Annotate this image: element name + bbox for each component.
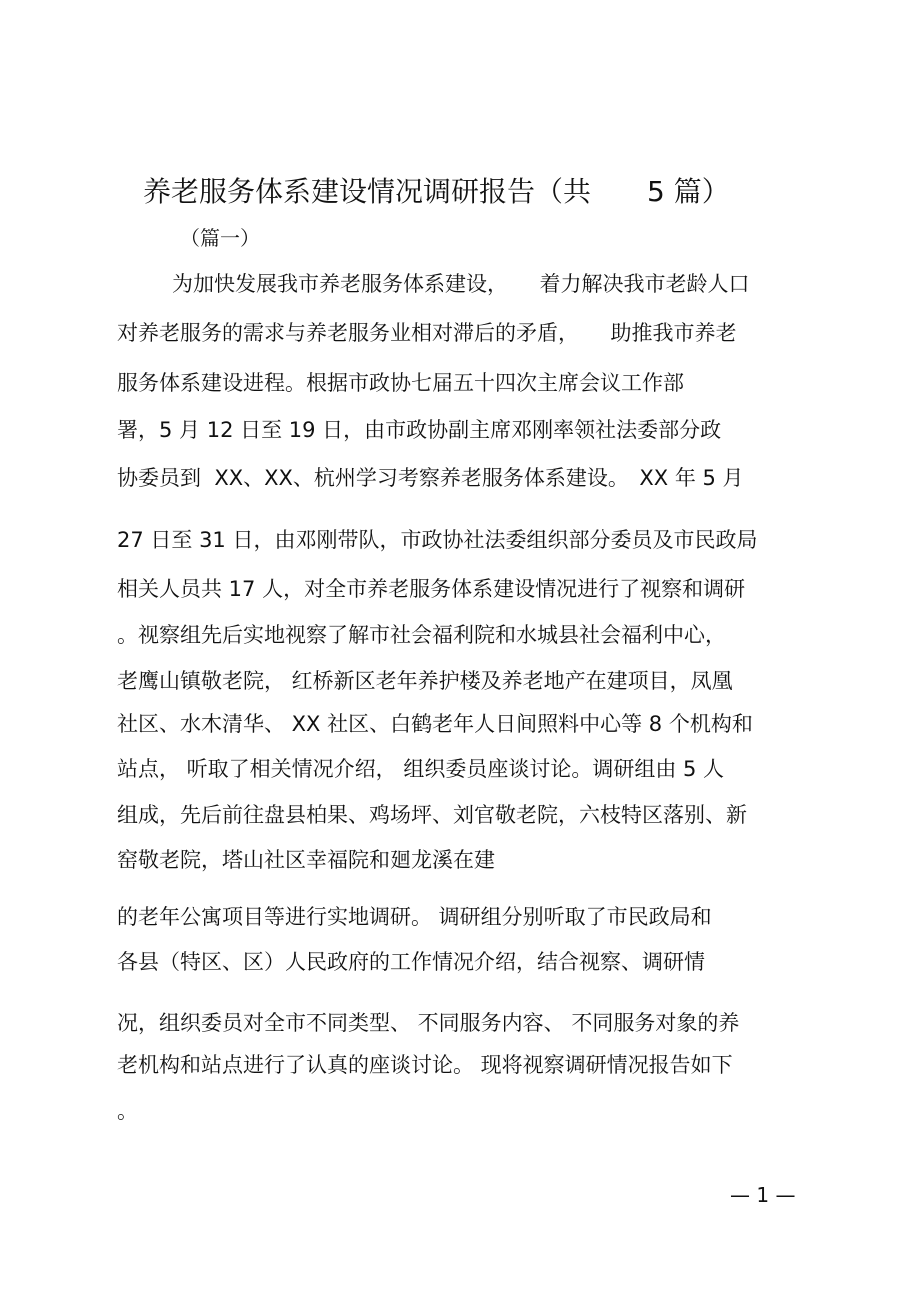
paragraph-line: 老机构和站点进行了认真的座谈讨论。 现将视察调研情况报告如下 [117,1053,733,1077]
paragraph-line: 。 [117,1099,138,1123]
paragraph-line: 27 日至 31 日，由邓刚带队，市政协社法委组织部分委员及市民政局 [117,528,758,552]
document-title: 养老服务体系建设情况调研报告（共 5 篇） [143,175,730,208]
paragraph-line: 的老年公寓项目等进行实地调研。 调研组分别听取了市民政局和 [117,905,712,929]
paragraph-line: 署，5 月 12 日至 19 日，由市政协副主席邓刚率领社法委部分政 [117,418,722,442]
paragraph-line: 组成，先后前往盘县柏果、鸡场坪、刘官敬老院，六枝特区落别、新 [117,803,747,827]
paragraph-line: 况，组织委员对全市不同类型、 不同服务内容、 不同服务对象的养 [117,1011,740,1035]
paragraph-line: 各县（特区、区）人民政府的工作情况介绍，结合视察、调研情 [117,950,705,974]
paragraph-line: 站点， 听取了相关情况介绍， 组织委员座谈讨论。调研组由 5 人 [117,757,725,781]
paragraph-line: 社区、水木清华、 XX 社区、白鹤老年人日间照料中心等 8 个机构和 [117,712,753,736]
paragraph-line: 窑敬老院，塔山社区幸福院和廻龙溪在建 [117,848,495,872]
paragraph-line: 。视察组先后实地视察了解市社会福利院和水城县社会福利中心， [117,623,726,647]
paragraph-line: 服务体系建设进程。根据市政协七届五十四次主席会议工作部 [117,371,684,395]
page-number: — 1 — [730,1183,796,1207]
paragraph-line: 协委员到 XX、XX、杭州学习考察养老服务体系建设。 XX 年 5 月 [117,466,744,490]
paragraph-line: 对养老服务的需求与养老服务业相对滞后的矛盾， 助推我市养老 [117,321,737,345]
paragraph-line: 老鹰山镇敬老院， 红桥新区老年养护楼及养老地产在建项目，凤凰 [117,669,733,693]
paragraph-line: 为加快发展我市养老服务体系建设， 着力解决我市老龄人口 [172,272,750,296]
section-heading: （篇一） [180,226,260,250]
paragraph-line: 相关人员共 17 人，对全市养老服务体系建设情况进行了视察和调研 [117,577,746,601]
